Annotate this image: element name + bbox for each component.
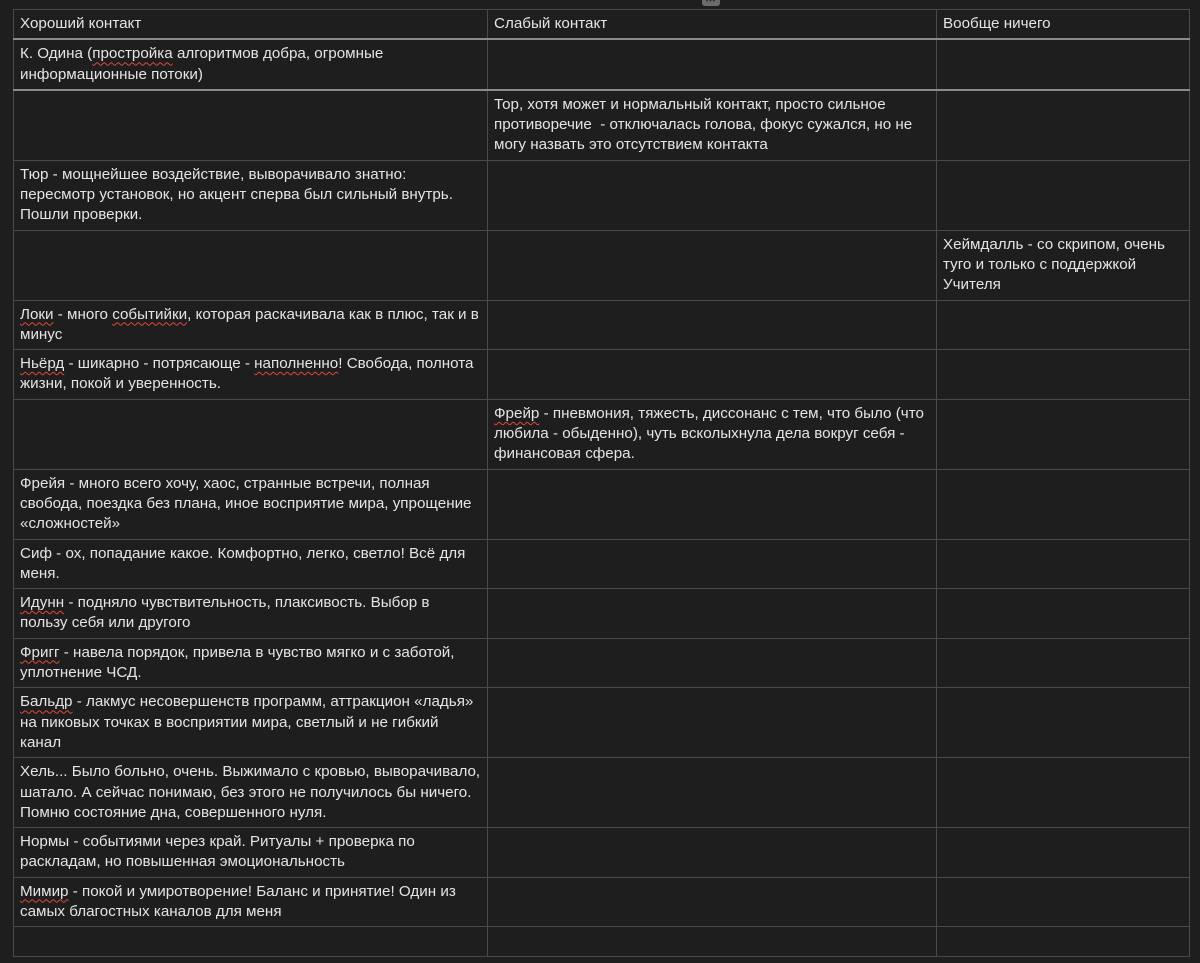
cell-good[interactable]: Фрейя - много всего хочу, хаос, странные встречи, полная свобода, поездка без плана, иное восприятие мира, упрощение «сложностей»	[14, 469, 488, 539]
misspelled-word: Локи	[20, 305, 54, 323]
table-row	[14, 877, 1190, 927]
table-row-partial	[14, 927, 1190, 956]
cell-weak[interactable]	[488, 927, 937, 956]
cell-text: , которая раскачивала как в плюс, так и в минус	[20, 305, 479, 343]
misspelled-word: Мимир	[20, 882, 69, 900]
cell-weak[interactable]	[488, 469, 937, 539]
cell-good[interactable]: Тюр - мощнейшее воздействие, выворачивало знатно: пересмотр установок, но акцент сперва был сильный внутрь. Пошли проверки.	[14, 160, 488, 230]
cell-none[interactable]	[937, 927, 1190, 956]
table-row	[14, 160, 1190, 230]
misspelled-word: Бальдр	[20, 693, 73, 711]
cell-text: - пневмония, тяжесть, диссонанс с тем, что было (что любила - обыденно), чуть всколыхнула дела вокруг себя - финансовая сфера.	[494, 404, 924, 463]
cell-good[interactable]	[14, 90, 488, 160]
cell-none[interactable]	[937, 539, 1190, 589]
header-row	[14, 10, 1190, 40]
cell-none[interactable]	[937, 350, 1190, 400]
cell-good[interactable]	[14, 589, 488, 639]
cell-good[interactable]	[14, 927, 488, 956]
cell-weak[interactable]	[488, 350, 937, 400]
contact-table	[13, 9, 1190, 957]
misspelled-word: Фрейр	[494, 404, 540, 422]
cell-none[interactable]	[937, 688, 1190, 758]
cell-none[interactable]	[937, 90, 1190, 160]
cell-none[interactable]	[937, 160, 1190, 230]
cell-text: - шикарно - потрясающе -	[64, 355, 255, 373]
cell-good[interactable]	[14, 688, 488, 758]
cell-text: алгоритмов добра, огромные информационные потоки)	[20, 45, 384, 83]
cell-good[interactable]	[14, 300, 488, 350]
cell-weak[interactable]	[488, 688, 937, 758]
misspelled-word: событийки	[112, 305, 188, 323]
cell-weak[interactable]	[488, 230, 937, 300]
header-good-contact[interactable]: Хороший контакт	[14, 10, 488, 40]
cell-weak[interactable]	[488, 758, 937, 828]
cell-none[interactable]	[937, 469, 1190, 539]
cell-good[interactable]: Сиф - ох, попадание какое. Комфортно, легко, светло! Всё для меня.	[14, 539, 488, 589]
cell-weak[interactable]	[488, 877, 937, 927]
cell-good[interactable]	[14, 877, 488, 927]
cell-weak[interactable]	[488, 399, 937, 469]
cell-good[interactable]	[14, 399, 488, 469]
cell-none[interactable]	[937, 828, 1190, 878]
cell-text: - покой и умиротворение! Баланс и принятие! Один из самых благостных каналов для меня	[20, 882, 456, 920]
cell-good[interactable]	[14, 230, 488, 300]
cell-text: - подняло чувствительность, плаксивость. Выбор в пользу себя или другого	[20, 594, 430, 632]
cell-good[interactable]	[14, 350, 488, 400]
cell-none[interactable]: Хеймдалль - со скрипом, очень туго и только с поддержкой Учителя	[937, 230, 1190, 300]
misspelled-word: наполненно	[254, 355, 339, 373]
table-row	[14, 230, 1190, 300]
cell-weak[interactable]	[488, 589, 937, 639]
header-weak-contact[interactable]: Слабый контакт	[488, 10, 937, 40]
misspelled-word: Ньёрд	[20, 355, 65, 373]
table-row	[14, 589, 1190, 639]
cell-weak[interactable]	[488, 539, 937, 589]
cell-text: - навела порядок, привела в чувство мягко и с заботой, уплотнение ЧСД.	[20, 643, 455, 682]
cell-none[interactable]	[937, 39, 1190, 90]
table-row	[14, 688, 1190, 758]
cell-weak[interactable]: Тор, хотя может и нормальный контакт, просто сильное противоречие - отключалась голова, фокус сужался, но не могу назвать это отсутствием контакта	[488, 90, 937, 160]
table-row	[14, 90, 1190, 160]
table-row	[14, 399, 1190, 469]
cell-text: - лакмус несовершенств программ, аттракцион «ладья» на пиковых точках в восприятии мира, светлый и не гибкий канал	[20, 693, 474, 751]
cell-none[interactable]	[937, 300, 1190, 350]
cell-none[interactable]	[937, 638, 1190, 688]
table-row	[14, 350, 1190, 400]
cell-weak[interactable]	[488, 39, 937, 90]
table-row	[14, 300, 1190, 350]
misspelled-word: Фригг	[20, 643, 60, 661]
table-row	[14, 758, 1190, 828]
cell-good[interactable]: Хель... Было больно, очень. Выжимало с кровью, выворачивало, шатало. А сейчас понимаю, без этого не получилось бы ничего. Помню состояние дна, совершенного нуля.	[14, 758, 488, 828]
table-row	[14, 638, 1190, 688]
cell-good[interactable]	[14, 638, 488, 688]
cell-weak[interactable]	[488, 828, 937, 878]
cell-weak[interactable]	[488, 160, 937, 230]
table-row	[14, 39, 1190, 90]
cell-text: К. Одина (	[20, 45, 93, 63]
cell-text: - много	[53, 305, 113, 323]
drag-handle[interactable]: •••	[702, 0, 720, 6]
cell-text: ! Свобода, полнота жизни, покой и уверенность.	[20, 355, 474, 393]
cell-weak[interactable]	[488, 300, 937, 350]
cell-none[interactable]	[937, 589, 1190, 639]
cell-none[interactable]	[937, 399, 1190, 469]
cell-good[interactable]	[14, 39, 488, 90]
misspelled-word: простройка	[92, 45, 173, 63]
header-no-contact[interactable]: Вообще ничего	[937, 10, 1190, 40]
misspelled-word: Идунн	[20, 594, 65, 612]
cell-none[interactable]	[937, 758, 1190, 828]
table-row	[14, 828, 1190, 878]
table-row	[14, 539, 1190, 589]
cell-weak[interactable]	[488, 638, 937, 688]
table-row	[14, 469, 1190, 539]
cell-good[interactable]: Нормы - событиями через край. Ритуалы + проверка по раскладам, но повышенная эмоциональность	[14, 828, 488, 878]
cell-none[interactable]	[937, 877, 1190, 927]
